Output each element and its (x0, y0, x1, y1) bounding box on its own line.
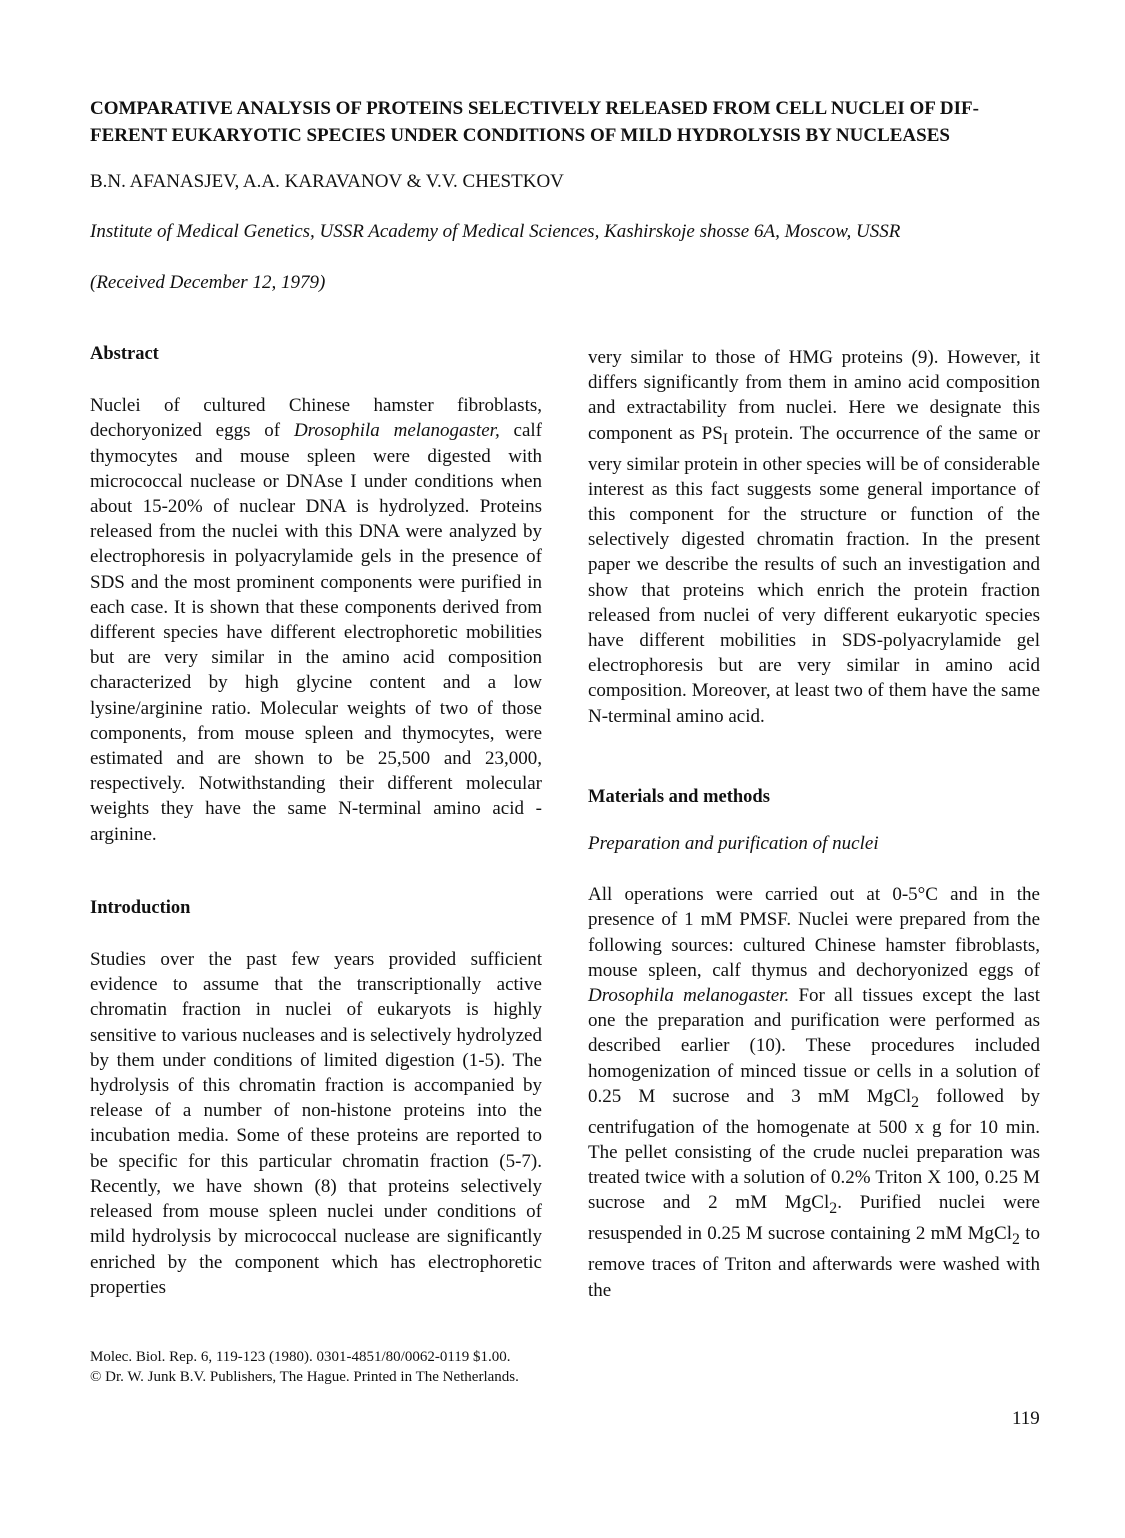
received-date: (Received December 12, 1979) (90, 272, 326, 293)
abstract-text: Nuclei of cultured Chinese hamster fibroblasts, dechoryonized eggs of Drosophila melanogaster, calf thymocytes and mouse spleen were digested with micrococcal nuclease or DNAse I under conditions when about 15-20% of nuclear DNA is hydrolyzed. Proteins released from the nuclei with this DNA were analyzed by electrophoresis in polyacrylamide gels in the presence of SDS and the most prominent components were purified in each case. It is shown that these components derived from different species have different electrophoretic mobilities but are very similar in the amino acid composition characterized by high glycine content and a low lysine/arginine ratio. Molecular weights of two of those components, from mouse spleen and thymocytes, were estimated and are shown to be 25,500 and 23,000, respectively. Notwithstanding their different molecular weights they have the same N-terminal amino acid - arginine. (90, 395, 542, 845)
introduction-text: Studies over the past few years provided sufficient evidence to assume that the transcriptionally active chromatin fraction in nuclei of eukaryots is highly sensitive to various nucleases and is selectively hydrolyzed by them under conditions of limited digestion (1-5). The hydrolysis of this chromatin fraction is accompanied by release of a number of non-histone proteins into the incubation media. Some of these proteins are reported to be specific for this particular chromatin fraction (5-7). Recently, we have shown (8) that proteins selectively released from mouse spleen nuclei under conditions of mild hydrolysis by micrococcal nuclease are significantly enriched by the component which has electrophoretic properties (90, 949, 542, 1298)
introduction-continued-text: very similar to those of HMG proteins (9). However, it differs significantly from them in amino acid composition and extractability from nuclei. Here we designate this component as $PS_I$ protein. The occurrence of the same or very similar protein in other species will be of considerable interest as this fact suggests some general importance of this component for the structure or function of the selectively digested chromatin fraction. In the present paper we describe the results of such an investigation and show that proteins which enrich the protein fraction released from nuclei of very different eukaryotic species have different mobilities in SDS-polyacrylamide gel electrophoresis but are very similar in amino acid composition. Moreover, at least two of them have the same N-terminal amino acid. (588, 347, 1040, 727)
citation-line: Molec. Biol. Rep. 6, 119-123 (1980). 0301-4851/80/0062-0119 $1.00. (90, 1349, 511, 1365)
authors: B.N. AFANASJEV, A.A. KARAVANOV & V.V. CHESTKOV (90, 171, 564, 192)
introduction-heading: Introduction (90, 897, 191, 918)
methods-heading: Materials and methods (588, 786, 770, 807)
copyright-line: © Dr. W. Junk B.V. Publishers, The Hague. Printed in The Netherlands. (90, 1369, 519, 1385)
methods-subheading: Preparation and purification of nuclei (588, 833, 879, 855)
page-number: 119 (1012, 1408, 1040, 1429)
methods-text: All operations were carried out at 0-5°C and in the presence of 1 mM PMSF. Nuclei were prepared from the following sources: cultured Chinese hamster fibroblasts, mouse spleen, calf thymus and dechoryonized eggs of Drosophila melanogaster. For all tissues except the last one the preparation and purification were performed as described earlier (10). These procedures included homogenization of minced tissue or cells in a solution of 0.25 M sucrose and 3 mM MgCl$_2$ followed by centrifugation of the homogenate at 500 x g for 10 min. The pellet consisting of the crude nuclei preparation was treated twice with a solution of 0.2% Triton X 100, 0.25 M sucrose and 2 mM MgCl$_2$. Purified nuclei were resuspended in 0.25 M sucrose containing 2 mM MgCl$_2$ to remove traces of Triton and afterwards were washed with the (588, 884, 1040, 1301)
left-column (90, 342, 542, 1300)
abstract-heading: Abstract (90, 344, 159, 364)
paper-title: COMPARATIVE ANALYSIS OF PROTEINS SELECTIVELY RELEASED FROM CELL NUCLEI OF DIF-FERENT EUKARYOTIC SPECIES UNDER CONDITIONS OF MILD HYDROLYSIS BY NUCLEASES (90, 98, 979, 146)
right-column (588, 345, 1040, 1303)
affiliation: Institute of Medical Genetics, USSR Academy of Medical Sciences, Kashirskoje shosse 6A, Moscow, USSR (90, 221, 901, 242)
citation-footer (90, 1347, 519, 1387)
